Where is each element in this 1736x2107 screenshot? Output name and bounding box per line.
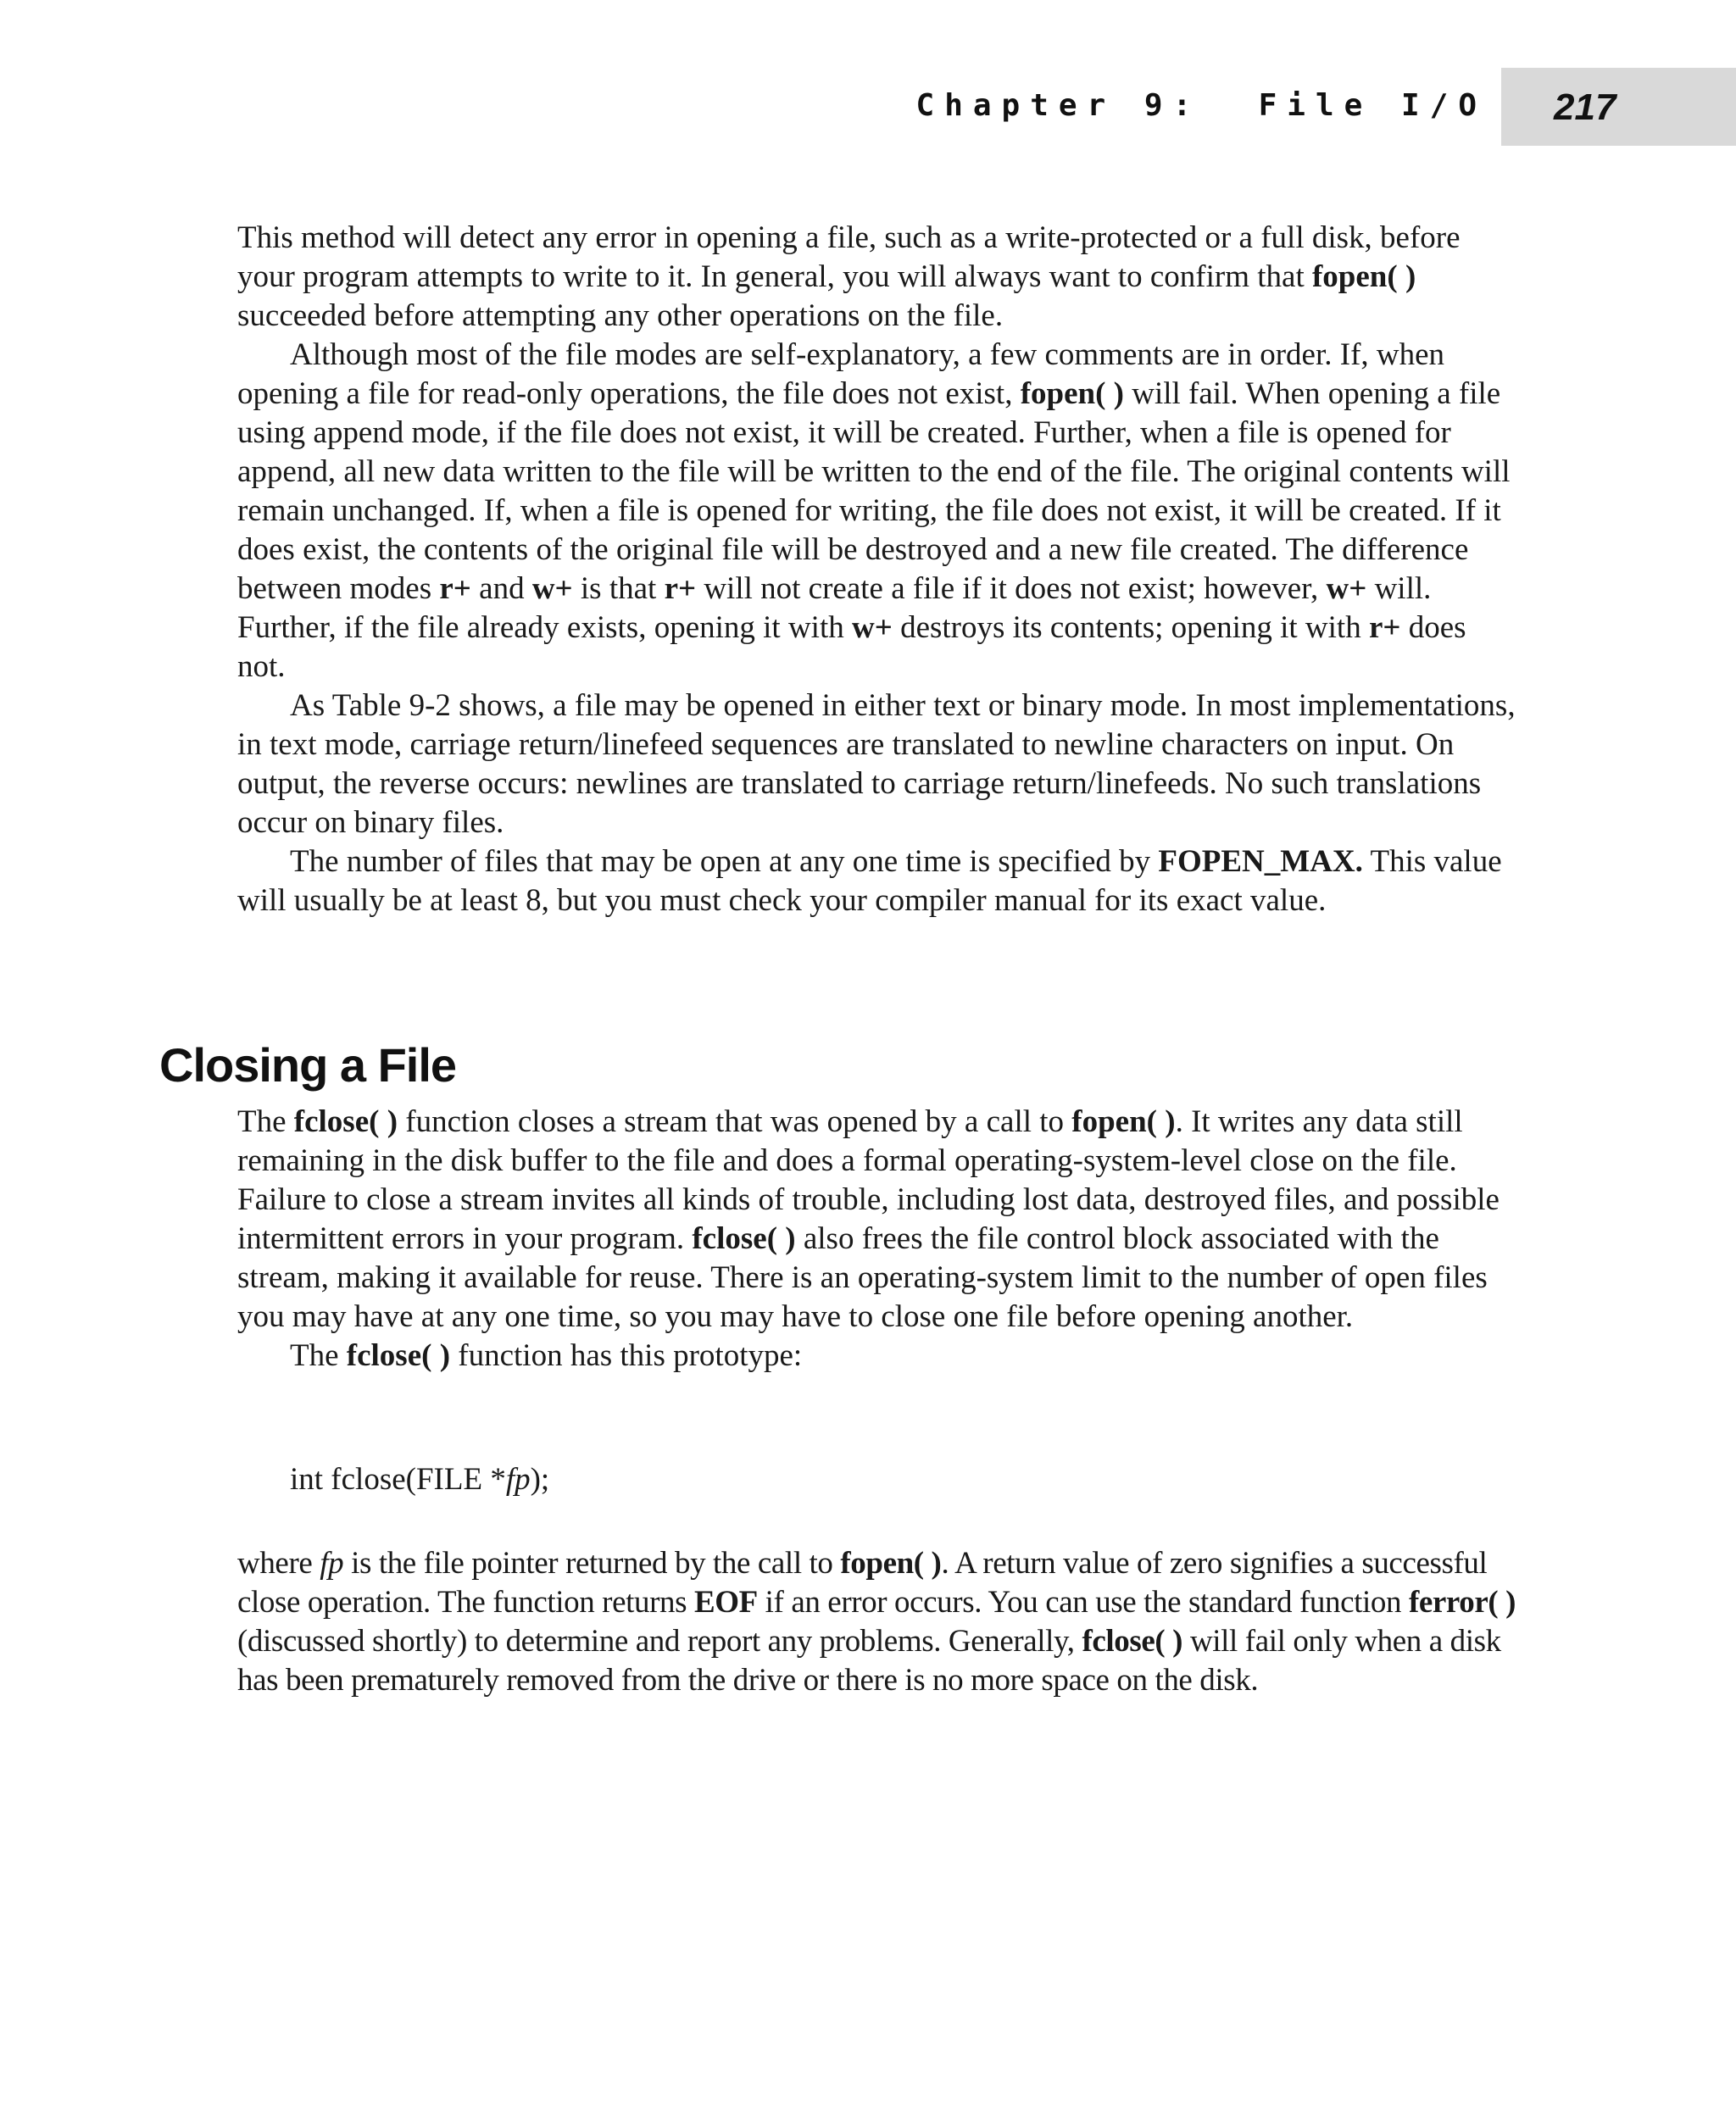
code-term: r+ [664, 571, 697, 606]
paragraph-prototype-intro: The fclose( ) function has this prototype: [290, 1338, 803, 1373]
paragraph-fclose-description: The fclose( ) function closes a stream that was opened by a call to fopen( ). It writes any data still remaining in the disk buffer to the file and does a formal operating-system-level close on the file. Failure to close a stream invites all kinds of trouble, including lost data, destroyed files, and possible intermittent errors in your program. fclose( ) also frees the file control block associated with the stream, making it available for reuse. There is an operating-system limit to the number of open files you may have at any one time, so you may have to close one file before opening another. [237, 1104, 1500, 1334]
code-term: fopen( ) [1071, 1104, 1176, 1139]
code-term: r+ [439, 571, 471, 606]
body-text-section-1 [237, 219, 1517, 920]
paragraph-file-modes: Although most of the file modes are self-explanatory, a few comments are in order. If, when opening a file for read-only operations, the file does not exist, fopen( ) will fail. When opening a file using append mode, if the file does not exist, it will be created. Further, when a file is opened for append, all new data written to the file will be written to the end of the file. The original contents will remain unchanged. If, when a file is opened for writing, the file does not exist, it will be created. If it does exist, the contents of the original file will be destroyed and a new file created. The difference between modes r+ and w+ is that r+ will not create a file if it does not exist; however, w+ will. Further, if the file already exists, opening it with w+ destroys its contents; opening it with r+ does not. [237, 337, 1511, 684]
code-term: w+ [852, 610, 893, 645]
paragraph-error-detection: This method will detect any error in opening a file, such as a write-protected or a full disk, before your program attempts to write to it. In general, you will always want to confirm that fopen( ) succeeded before attempting any other operations on the file. [237, 220, 1461, 333]
paragraph-fclose-return: where fp is the file pointer returned by the call to fopen( ). A return value of zero signifies a successful close operation. The function returns EOF if an error occurs. You can use the standard function ferror( ) (discussed shortly) to determine and report any problems. Generally, fclose( ) will fail only when a disk has been prematurely removed from the drive or there is no more space on the disk. [237, 1546, 1516, 1698]
page-number: 217 [1554, 86, 1616, 128]
paragraph-fopen-max: The number of files that may be open at any one time is specified by FOPEN_MAX. This value will usually be at least 8, but you must check your compiler manual for its exact value. [237, 844, 1502, 918]
paragraph-text-binary-mode: As Table 9-2 shows, a file may be opened in either text or binary mode. In most implementations, in text mode, carriage return/linefeed sequences are translated to newline characters on input. On output, the reverse occurs: newlines are translated to carriage return/linefeeds. No such translations occur on binary files. [237, 688, 1516, 840]
code-term: fclose( ) [1082, 1624, 1183, 1659]
running-head: Chapter 9: File I/O [915, 88, 1487, 123]
code-term: fclose( ) [293, 1104, 398, 1139]
code-term: fopen( ) [1311, 259, 1416, 294]
code-term: r+ [1368, 610, 1401, 645]
code-term: w+ [1326, 571, 1367, 606]
code-term: EOF [693, 1585, 758, 1620]
function-prototype: int fclose(FILE *fp); [290, 1462, 550, 1497]
page-number-tab [1501, 68, 1736, 146]
code-term: fclose( ) [346, 1338, 451, 1373]
code-term: w+ [531, 571, 573, 606]
code-term: ferror( ) [1408, 1585, 1516, 1620]
code-term: fclose( ) [692, 1221, 796, 1256]
code-term: fopen( ) [1020, 376, 1124, 411]
code-term: FOPEN_MAX. [1158, 844, 1363, 879]
page-header [0, 0, 1736, 170]
code-term: fopen( ) [840, 1546, 942, 1581]
body-text-section-2-continued [237, 1544, 1517, 1700]
section-heading-closing-a-file: Closing a File [159, 1038, 457, 1092]
body-text-section-2 [237, 1103, 1517, 1376]
